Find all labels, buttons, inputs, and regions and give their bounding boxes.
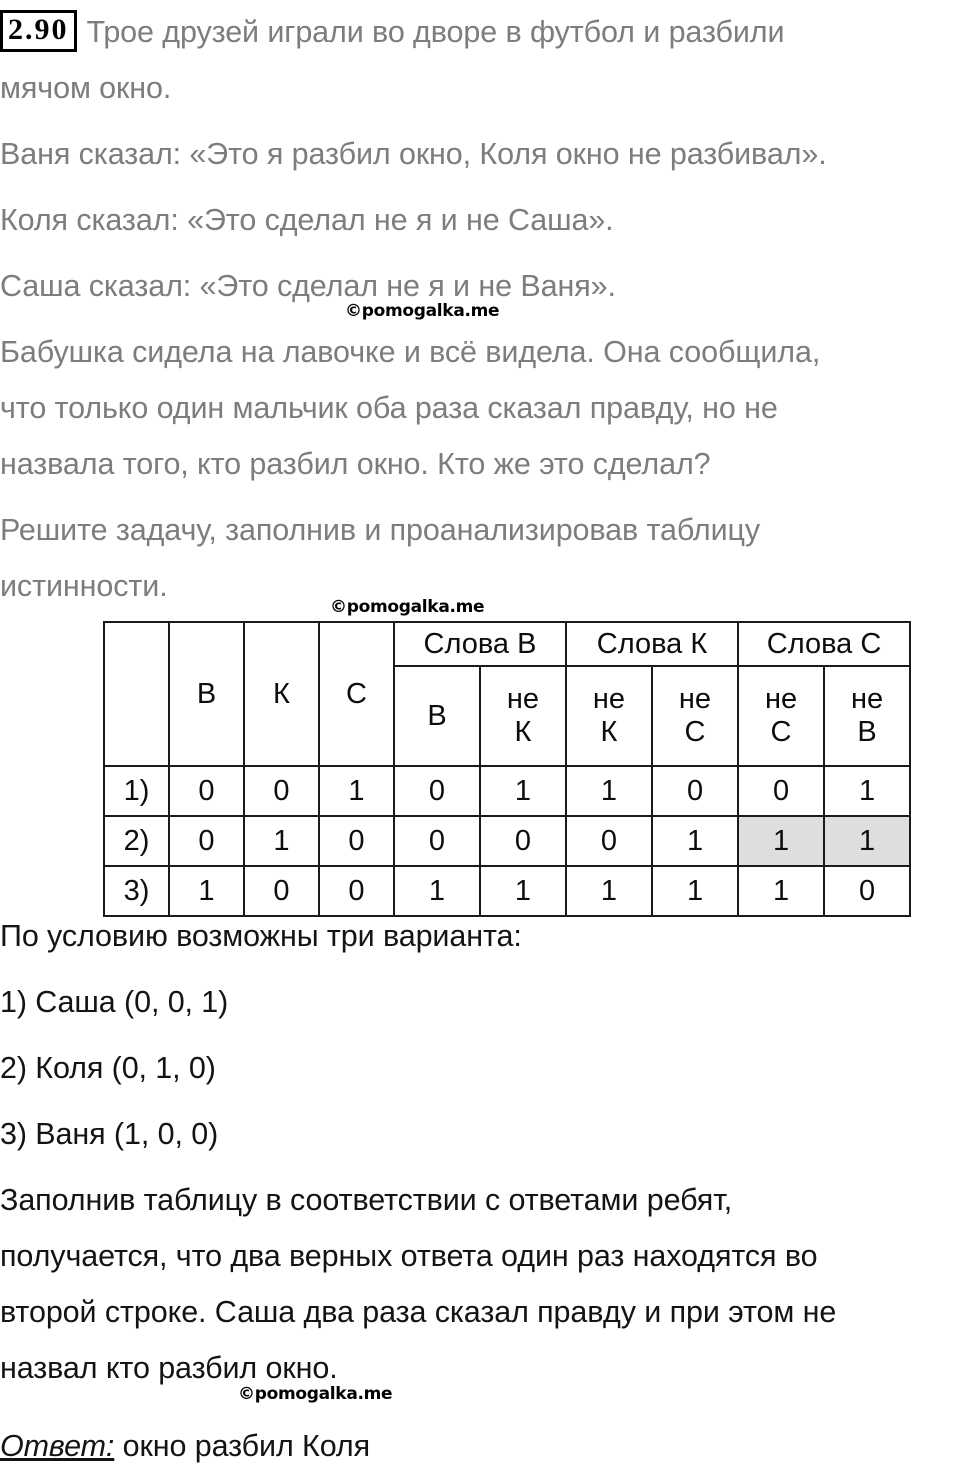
subheader-bottom-2: К [600, 716, 618, 748]
table-subheader-5 [824, 666, 910, 766]
cell-r2-c8: 0 [824, 866, 910, 916]
statement-line-3: Ваня сказал: «Это я разбил окно, Коля окно не разбивал». [0, 137, 827, 171]
statement-text-1: Трое друзей играли во дворе в футбол и разбили [86, 15, 785, 49]
watermark-bottom: ©pomogalka.me [238, 1384, 393, 1404]
statement-line-4: Коля сказал: «Это сделал не я и не Саша». [0, 203, 614, 237]
cell-r1-c5: 0 [566, 816, 652, 866]
table-group-header-slova-k: Слова К [566, 622, 738, 666]
statement-line-8: назвала того, кто разбил окно. Кто же это сделал? [0, 447, 711, 481]
watermark-top: ©pomogalka.me [345, 301, 500, 321]
truth-table-body [104, 766, 910, 916]
solution-intro: По условию возможны три варианта: [0, 919, 522, 953]
cell-r1-c4: 0 [480, 816, 566, 866]
table-subheader-1 [480, 666, 566, 766]
cell-r0-c5: 1 [566, 766, 652, 816]
table-subheader-2 [566, 666, 652, 766]
cell-r2-c0: 1 [169, 866, 244, 916]
row-label: 1) [104, 766, 169, 816]
table-header-var-k: К [244, 622, 319, 766]
subheader-top-2: не [592, 683, 626, 715]
table-corner-cell [104, 622, 169, 766]
solution-variant-3: 3) Ваня (1, 0, 0) [0, 1117, 219, 1151]
statement-line-10: истинности. [0, 569, 168, 603]
solution-block [0, 908, 960, 1474]
cell-r0-c7: 0 [738, 766, 824, 816]
cell-r2-c6: 1 [652, 866, 738, 916]
table-group-header-slova-v: Слова В [394, 622, 566, 666]
solution-variant-1: 1) Саша (0, 0, 1) [0, 985, 229, 1019]
final-answer [0, 1418, 960, 1474]
table-header-var-v: В [169, 622, 244, 766]
table-header-var-s: С [319, 622, 394, 766]
subheader-top-4: не [764, 683, 798, 715]
cell-r2-c7: 1 [738, 866, 824, 916]
cell-r1-c8-highlighted: 1 [824, 816, 910, 866]
solution-conclusion-line-2: получается, что два верных ответа один раз находятся во [0, 1239, 818, 1273]
solution-conclusion-line-4: назвал кто разбил окно. [0, 1351, 338, 1385]
cell-r1-c3: 0 [394, 816, 480, 866]
statement-line-7: что только один мальчик оба раза сказал правду, но не [0, 391, 778, 425]
solution-conclusion-line-3: второй строке. Саша два раза сказал правду и при этом не [0, 1295, 837, 1329]
cell-r2-c4: 1 [480, 866, 566, 916]
truth-table-container [103, 621, 900, 917]
truth-table [103, 621, 911, 917]
table-row [104, 766, 910, 816]
cell-r0-c1: 0 [244, 766, 319, 816]
cell-r1-c6: 1 [652, 816, 738, 866]
cell-r1-c0: 0 [169, 816, 244, 866]
row-label: 2) [104, 816, 169, 866]
cell-r0-c6: 0 [652, 766, 738, 816]
cell-r0-c4: 1 [480, 766, 566, 816]
table-subheader-0 [394, 666, 480, 766]
cell-r0-c2: 1 [319, 766, 394, 816]
cell-r2-c1: 0 [244, 866, 319, 916]
cell-r0-c8: 1 [824, 766, 910, 816]
cell-r1-c1: 1 [244, 816, 319, 866]
cell-r2-c2: 0 [319, 866, 394, 916]
cell-r0-c0: 0 [169, 766, 244, 816]
cell-r0-c3: 0 [394, 766, 480, 816]
subheader-top-5: не [850, 683, 884, 715]
statement-line-2: мячом окно. [0, 71, 172, 105]
table-group-header-slova-s: Слова С [738, 622, 910, 666]
watermark-table: ©pomogalka.me [330, 597, 485, 617]
table-row [104, 816, 910, 866]
table-subheader-3 [652, 666, 738, 766]
statement-line-1 [0, 4, 960, 60]
subheader-bottom-0: В [427, 699, 447, 732]
cell-r2-c5: 1 [566, 866, 652, 916]
exercise-number-badge: 2.90 [0, 10, 77, 52]
solution-variant-2: 2) Коля (0, 1, 0) [0, 1051, 216, 1085]
subheader-bottom-1: К [514, 716, 532, 748]
cell-r1-c7-highlighted: 1 [738, 816, 824, 866]
table-header-row-groups [104, 622, 910, 666]
subheader-top-1: не [506, 683, 540, 715]
solution-conclusion-line-1: Заполнив таблицу в соответствии с ответами ребят, [0, 1183, 733, 1217]
statement-line-6: Бабушка сидела на лавочке и всё видела. Она сообщила, [0, 335, 821, 369]
answer-text: окно разбил Коля [114, 1429, 371, 1463]
statement-line-9: Решите задачу, заполнив и проанализировав таблицу [0, 513, 761, 547]
subheader-bottom-5: В [857, 716, 877, 748]
answer-label: Ответ: [0, 1429, 115, 1463]
cell-r1-c2: 0 [319, 816, 394, 866]
subheader-bottom-4: С [770, 716, 792, 748]
cell-r2-c3: 1 [394, 866, 480, 916]
row-label: 3) [104, 866, 169, 916]
table-subheader-4 [738, 666, 824, 766]
subheader-top-3: не [678, 683, 712, 715]
subheader-bottom-3: С [684, 716, 706, 748]
statement-line-5: Саша сказал: «Это сделал не я и не Ваня». [0, 269, 616, 303]
